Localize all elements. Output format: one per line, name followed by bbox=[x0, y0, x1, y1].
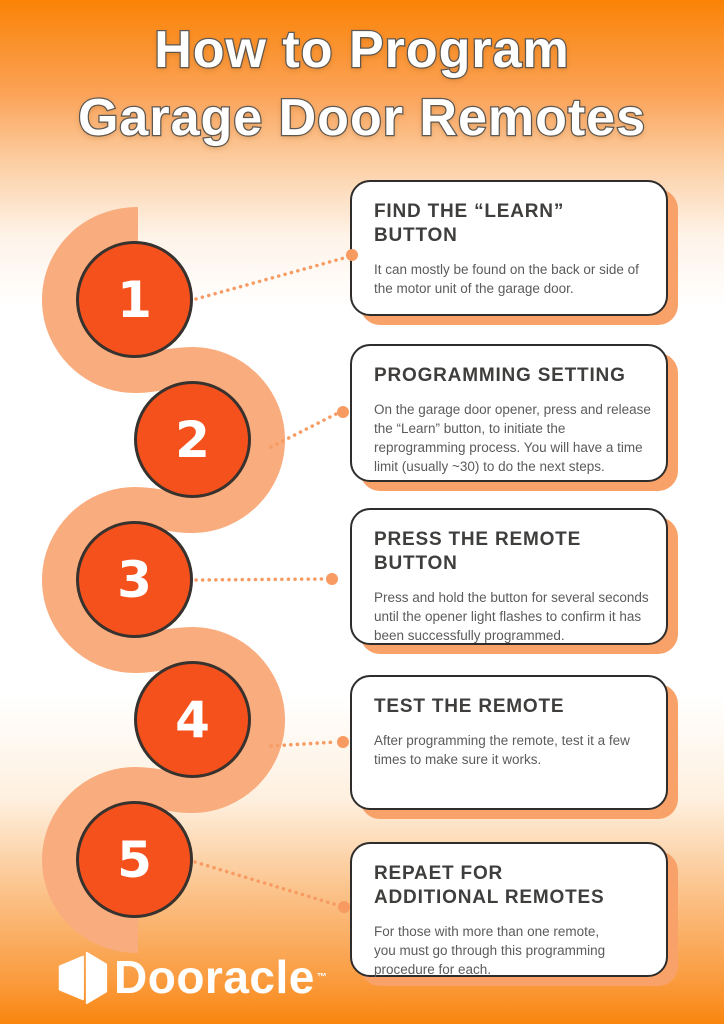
connector-line-4 bbox=[271, 742, 336, 746]
brand-name: Dooracle bbox=[114, 951, 315, 1003]
brand-logo bbox=[52, 946, 327, 1008]
page-title bbox=[0, 16, 724, 152]
connector-line-3 bbox=[196, 579, 325, 580]
connector-line-2 bbox=[271, 414, 336, 447]
step-card-5 bbox=[350, 842, 668, 977]
step-circle-4 bbox=[134, 661, 251, 778]
step-number-4: 4 bbox=[175, 690, 210, 749]
step-description-2: On the garage door opener, press and release the “Learn” button, to initiate the reprogramming process. You will have a time limit (usually ~30) to do the next steps. bbox=[374, 401, 651, 474]
step-description-3: Press and hold the button for several seconds until the opener light flashes to confirm it has been successfully programmed. bbox=[374, 589, 649, 643]
dooracle-door-icon bbox=[52, 946, 110, 1008]
step-circle-5 bbox=[76, 801, 193, 918]
connector-dot-3 bbox=[326, 573, 338, 585]
connector-dot-5 bbox=[338, 901, 350, 913]
step-card-3 bbox=[350, 508, 668, 645]
step-title-1: FIND THE “LEARN” BUTTON bbox=[374, 201, 565, 246]
step-title-4: TEST THE REMOTE bbox=[374, 696, 565, 717]
connector-dot-4 bbox=[337, 736, 349, 748]
step-number-2: 2 bbox=[175, 410, 210, 469]
page-title-line2: Garage Door Remotes bbox=[77, 89, 647, 147]
connector-line-1 bbox=[196, 258, 344, 299]
step-card-1 bbox=[350, 180, 668, 316]
step-number-1: 1 bbox=[117, 270, 152, 329]
step-circle-2 bbox=[134, 381, 251, 498]
connector-dot-2 bbox=[337, 406, 349, 418]
step-description-1: It can mostly be found on the back or side of the motor unit of the garage door. bbox=[374, 261, 639, 296]
step-description-4: After programming the remote, test it a few times to make sure it works. bbox=[374, 732, 630, 767]
step-title-3: PRESS THE REMOTE BUTTON bbox=[374, 529, 582, 574]
step-card-2 bbox=[350, 344, 668, 482]
step-title-2: PROGRAMMING SETTING bbox=[374, 365, 626, 386]
page-title-line1: How to Program bbox=[154, 21, 570, 79]
step-number-5: 5 bbox=[117, 830, 152, 889]
step-circle-1 bbox=[76, 241, 193, 358]
step-description-5: For those with more than one remote, you must go through this programming procedure for each. bbox=[374, 923, 606, 977]
step-card-4 bbox=[350, 675, 668, 810]
connector-line-5 bbox=[195, 862, 337, 905]
step-number-3: 3 bbox=[117, 550, 152, 609]
step-title-5: REPAET FOR ADDITIONAL REMOTES bbox=[374, 863, 605, 908]
step-circle-3 bbox=[76, 521, 193, 638]
brand-trademark: ™ bbox=[316, 971, 327, 983]
